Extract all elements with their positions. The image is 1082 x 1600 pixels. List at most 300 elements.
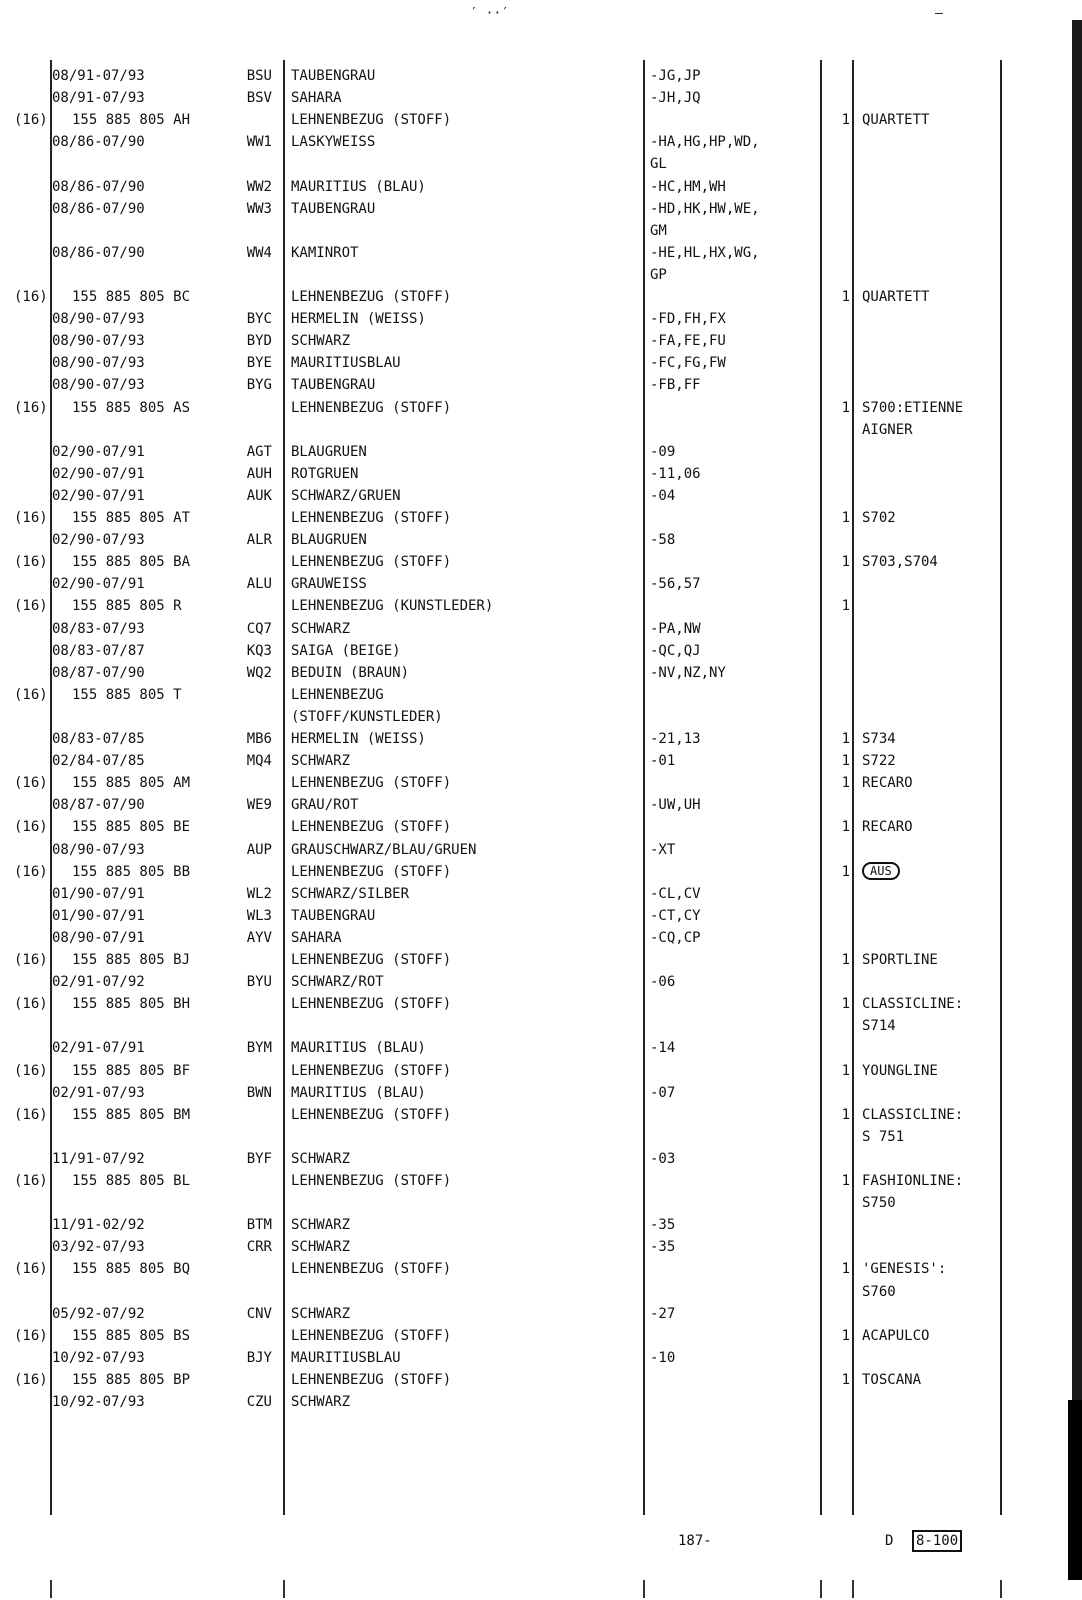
variant-code: BYG [246, 377, 272, 394]
bottom-rule [643, 1580, 645, 1598]
part-row [0, 994, 1082, 1014]
variant-row [0, 906, 1082, 926]
reference-codes: -FB,FF [650, 377, 701, 394]
reference-codes: -CT,CY [650, 907, 701, 924]
variant-row [0, 1392, 1082, 1412]
part-number: 155 885 805 BL [72, 1173, 191, 1189]
reference-codes: -21,13 [650, 731, 701, 747]
reference-codes: GL [650, 156, 667, 173]
date-range: 08/86-07/90 [52, 134, 145, 151]
date-range: 02/84-07/85 [52, 753, 145, 770]
part-number: 155 885 805 BJ [72, 952, 191, 968]
page-number: 187- [678, 1533, 712, 1549]
section-prefix: D [885, 1533, 894, 1549]
reference-codes: -HC,HM,WH [650, 178, 726, 195]
description: GRAUSCHWARZ/BLAU/GRUEN [291, 841, 477, 858]
part-row [0, 773, 1082, 793]
date-range: 02/90-07/91 [52, 576, 145, 593]
variant-code: WW4 [246, 244, 272, 261]
scan-edge-shadow-lower [1068, 1400, 1082, 1580]
date-range: 11/91-02/92 [52, 1217, 145, 1234]
variant-row [0, 132, 1082, 152]
date-range: 01/90-07/91 [52, 885, 145, 902]
part-number: 155 885 805 AM [72, 775, 191, 792]
quantity: 1 [841, 1062, 850, 1079]
description: LEHNENBEZUG (STOFF) [291, 289, 452, 305]
header-mark: ′ ··′ [470, 6, 510, 21]
part-number: 155 885 805 AH [72, 112, 191, 129]
remark: QUARTETT [862, 289, 930, 305]
quantity: 1 [841, 289, 850, 305]
variant-row [0, 442, 1082, 462]
variant-row [0, 1083, 1082, 1103]
variant-code: CQ7 [246, 620, 272, 637]
variant-row [0, 795, 1082, 815]
description: ROTGRUEN [291, 465, 359, 482]
part-row [0, 398, 1082, 418]
remark: QUARTETT [862, 112, 930, 129]
quantity: 1 [841, 112, 850, 129]
reference-codes: -09 [650, 443, 676, 460]
variant-row [0, 177, 1082, 197]
description: BLAUGRUEN [291, 443, 367, 460]
callout-marker: (16) [14, 775, 48, 792]
reference-codes: -27 [650, 1305, 676, 1322]
part-number: 155 885 805 BF [72, 1062, 191, 1079]
variant-row [0, 375, 1082, 395]
description: LASKYWEISS [291, 134, 376, 151]
description: LEHNENBEZUG (STOFF) [291, 1173, 452, 1189]
reference-codes: -04 [650, 487, 676, 504]
bottom-rule [283, 1580, 285, 1598]
variant-code: BYD [246, 333, 272, 350]
variant-row [0, 221, 1082, 241]
variant-row [0, 1237, 1082, 1257]
variant-row [0, 1348, 1082, 1368]
reference-codes: -11,06 [650, 465, 701, 482]
variant-row [0, 884, 1082, 904]
sheet-code-box: 8-100 [912, 1530, 962, 1552]
remark: S734 [862, 731, 896, 747]
reference-codes: -CQ,CP [650, 929, 701, 946]
description: MAURITIUSBLAU [291, 355, 401, 372]
description: BLAUGRUEN [291, 532, 367, 549]
date-range: 02/91-07/91 [52, 1040, 145, 1057]
description: LEHNENBEZUG (STOFF) [291, 1371, 452, 1388]
callout-marker: (16) [14, 952, 48, 968]
callout-marker: (16) [14, 399, 48, 416]
reference-codes: -03 [650, 1150, 676, 1167]
remark: SPORTLINE [862, 952, 938, 968]
description: SCHWARZ/ROT [291, 974, 384, 991]
variant-code: BJY [246, 1349, 272, 1366]
description: LEHNENBEZUG (STOFF) [291, 554, 452, 571]
description: SCHWARZ [291, 620, 351, 637]
description: MAURITIUS (BLAU) [291, 1040, 426, 1057]
quantity: 1 [841, 952, 850, 968]
callout-marker: (16) [14, 1173, 48, 1189]
description: MAURITIUS (BLAU) [291, 1084, 426, 1101]
variant-code: BYU [246, 974, 272, 991]
description: (STOFF/KUNSTLEDER) [291, 708, 443, 725]
part-row [0, 862, 1082, 882]
variant-row [0, 88, 1082, 108]
variant-code: BYE [246, 355, 272, 372]
variant-code: BWN [246, 1084, 272, 1101]
part-row [0, 685, 1082, 705]
callout-marker: (16) [14, 1106, 48, 1123]
quantity: 1 [841, 731, 850, 747]
date-range: 03/92-07/93 [52, 1239, 145, 1256]
callout-marker: (16) [14, 863, 48, 880]
description: LEHNENBEZUG (KUNSTLEDER) [291, 598, 494, 615]
variant-code: WW1 [246, 134, 272, 151]
date-range: 08/90-07/93 [52, 333, 145, 350]
callout-marker: (16) [14, 1261, 48, 1278]
reference-codes: -CL,CV [650, 885, 701, 902]
part-number: 155 885 805 BA [72, 554, 191, 571]
part-row [0, 817, 1082, 837]
part-row [0, 1061, 1082, 1081]
variant-code: WW2 [246, 178, 272, 195]
reference-codes: -35 [650, 1217, 676, 1234]
variant-code: KQ3 [246, 642, 272, 659]
variant-row [0, 1016, 1082, 1036]
date-range: 08/90-07/93 [52, 355, 145, 372]
description: TAUBENGRAU [291, 200, 376, 217]
description: HERMELIN (WEISS) [291, 731, 426, 747]
quantity: 1 [841, 598, 850, 615]
variant-code: AGT [246, 443, 272, 460]
callout-marker: (16) [14, 819, 48, 836]
variant-row [0, 574, 1082, 594]
remark: RECARO [862, 819, 913, 836]
date-range: 02/90-07/91 [52, 487, 145, 504]
part-row [0, 110, 1082, 130]
quantity: 1 [841, 753, 850, 770]
date-range: 02/91-07/92 [52, 974, 145, 991]
reference-codes: -HA,HG,HP,WD, [650, 134, 760, 151]
variant-row [0, 331, 1082, 351]
quantity: 1 [841, 510, 850, 526]
variant-row [0, 486, 1082, 506]
remark: CLASSICLINE: [862, 1106, 964, 1123]
date-range: 02/90-07/91 [52, 465, 145, 482]
variant-row [0, 1038, 1082, 1058]
remark: S700:ETIENNE [862, 399, 964, 416]
quantity: 1 [841, 554, 850, 571]
quantity: 1 [841, 863, 850, 880]
aus-badge: AUS [862, 862, 900, 880]
variant-row [0, 265, 1082, 285]
part-number: 155 885 805 AS [72, 399, 191, 416]
variant-row [0, 1282, 1082, 1302]
callout-marker: (16) [14, 112, 48, 129]
date-range: 08/83-07/93 [52, 620, 145, 637]
reference-codes: -NV,NZ,NY [650, 664, 726, 681]
description: GRAUWEISS [291, 576, 367, 593]
remark: TOSCANA [862, 1371, 922, 1388]
remark: S750 [862, 1195, 896, 1212]
remark: S722 [862, 753, 896, 770]
date-range: 08/90-07/93 [52, 377, 145, 394]
part-row [0, 508, 1082, 528]
header-right-mark: — [935, 6, 943, 21]
date-range: 08/90-07/93 [52, 311, 145, 328]
remark: YOUNGLINE [862, 1062, 938, 1079]
date-range: 08/87-07/90 [52, 664, 145, 681]
description: TAUBENGRAU [291, 377, 376, 394]
remark: S703,S704 [862, 554, 938, 571]
quantity: 1 [841, 1173, 850, 1189]
variant-row [0, 1149, 1082, 1169]
date-range: 08/86-07/90 [52, 178, 145, 195]
description: BEDUIN (BRAUN) [291, 664, 410, 681]
description: TAUBENGRAU [291, 907, 376, 924]
description: LEHNENBEZUG [291, 686, 384, 703]
variant-row [0, 619, 1082, 639]
variant-row [0, 1304, 1082, 1324]
variant-code: ALU [246, 576, 272, 593]
description: LEHNENBEZUG (STOFF) [291, 1062, 452, 1079]
variant-code: WE9 [246, 797, 272, 814]
reference-codes: -QC,QJ [650, 642, 701, 659]
part-number: 155 885 805 BS [72, 1327, 191, 1344]
variant-code: CNV [246, 1305, 272, 1322]
reference-codes: -PA,NW [650, 620, 701, 637]
variant-code: BSU [246, 68, 272, 84]
variant-code: WW3 [246, 200, 272, 217]
description: LEHNENBEZUG (STOFF) [291, 1106, 452, 1123]
variant-code: WQ2 [246, 664, 272, 681]
description: LEHNENBEZUG (STOFF) [291, 952, 452, 968]
date-range: 10/92-07/93 [52, 1349, 145, 1366]
remark: RECARO [862, 775, 913, 792]
reference-codes: -JH,JQ [650, 90, 701, 107]
remark: S702 [862, 510, 896, 526]
variant-row [0, 663, 1082, 683]
variant-row [0, 840, 1082, 860]
part-row [0, 1259, 1082, 1279]
callout-marker: (16) [14, 554, 48, 571]
description: SCHWARZ [291, 1217, 351, 1234]
part-number: 155 885 805 BP [72, 1371, 191, 1388]
quantity: 1 [841, 1261, 850, 1278]
reference-codes: -FC,FG,FW [650, 355, 726, 372]
date-range: 08/91-07/93 [52, 68, 145, 84]
date-range: 01/90-07/91 [52, 907, 145, 924]
variant-code: CZU [246, 1394, 272, 1410]
description: SCHWARZ/SILBER [291, 885, 410, 902]
reference-codes: -HE,HL,HX,WG, [650, 244, 760, 261]
bottom-rule [852, 1580, 854, 1598]
callout-marker: (16) [14, 598, 48, 615]
variant-row [0, 530, 1082, 550]
variant-row [0, 641, 1082, 661]
reference-codes: -58 [650, 532, 676, 549]
variant-row [0, 199, 1082, 219]
variant-row [0, 154, 1082, 174]
part-number: 155 885 805 R [72, 598, 182, 615]
date-range: 08/91-07/93 [52, 90, 145, 107]
reference-codes: -JG,JP [650, 68, 701, 84]
reference-codes: GP [650, 266, 667, 283]
variant-code: AUH [246, 465, 272, 482]
quantity: 1 [841, 775, 850, 792]
date-range: 08/90-07/91 [52, 929, 145, 946]
date-range: 02/90-07/91 [52, 443, 145, 460]
description: SCHWARZ/GRUEN [291, 487, 401, 504]
variant-code: CRR [246, 1239, 272, 1256]
variant-code: AUK [246, 487, 272, 504]
description: TAUBENGRAU [291, 68, 376, 84]
variant-code: MQ4 [246, 753, 272, 770]
variant-code: WL2 [246, 885, 272, 902]
description: LEHNENBEZUG (STOFF) [291, 112, 452, 129]
remark: S760 [862, 1283, 896, 1300]
callout-marker: (16) [14, 289, 48, 305]
reference-codes: -01 [650, 753, 676, 770]
part-number: 155 885 805 BB [72, 863, 191, 880]
reference-codes: -10 [650, 1349, 676, 1366]
part-row [0, 1326, 1082, 1346]
remark: S 751 [862, 1128, 905, 1145]
remark: AIGNER [862, 421, 913, 438]
variant-row [0, 928, 1082, 948]
variant-row [0, 243, 1082, 263]
variant-row [0, 1127, 1082, 1147]
reference-codes: -06 [650, 974, 676, 991]
description: GRAU/ROT [291, 797, 359, 814]
part-number: 155 885 805 T [72, 686, 182, 703]
variant-code: AUP [246, 841, 272, 858]
variant-code: MB6 [246, 731, 272, 747]
variant-code: BTM [246, 1217, 272, 1234]
part-row [0, 1105, 1082, 1125]
part-row [0, 950, 1082, 970]
part-number: 155 885 805 BM [72, 1106, 191, 1123]
callout-marker: (16) [14, 510, 48, 526]
quantity: 1 [841, 819, 850, 836]
quantity: 1 [841, 1327, 850, 1344]
part-number: 155 885 805 BE [72, 819, 191, 836]
date-range: 08/90-07/93 [52, 841, 145, 858]
description: LEHNENBEZUG (STOFF) [291, 510, 452, 526]
variant-row [0, 751, 1082, 771]
variant-code: BYF [246, 1150, 272, 1167]
quantity: 1 [841, 996, 850, 1013]
date-range: 08/86-07/90 [52, 200, 145, 217]
part-number: 155 885 805 BQ [72, 1261, 191, 1278]
quantity: 1 [841, 1371, 850, 1388]
variant-code: BSV [246, 90, 272, 107]
description: LEHNENBEZUG (STOFF) [291, 996, 452, 1013]
quantity: 1 [841, 1106, 850, 1123]
part-row [0, 1370, 1082, 1390]
description: LEHNENBEZUG (STOFF) [291, 863, 452, 880]
description: MAURITIUS (BLAU) [291, 178, 426, 195]
reference-codes: -UW,UH [650, 797, 701, 814]
description: SCHWARZ [291, 753, 351, 770]
description: SAHARA [291, 929, 342, 946]
callout-marker: (16) [14, 1371, 48, 1388]
part-row [0, 1171, 1082, 1191]
callout-marker: (16) [14, 686, 48, 703]
date-range: 11/91-07/92 [52, 1150, 145, 1167]
date-range: 08/86-07/90 [52, 244, 145, 261]
remark: ACAPULCO [862, 1327, 930, 1344]
date-range: 08/83-07/87 [52, 642, 145, 659]
variant-row [0, 1193, 1082, 1213]
reference-codes: -HD,HK,HW,WE, [650, 200, 760, 217]
callout-marker: (16) [14, 1062, 48, 1079]
part-number: 155 885 805 BH [72, 996, 191, 1013]
description: SCHWARZ [291, 1394, 351, 1410]
description: MAURITIUSBLAU [291, 1349, 401, 1366]
reference-codes: -35 [650, 1239, 676, 1256]
description: SCHWARZ [291, 1305, 351, 1322]
bottom-rule [50, 1580, 52, 1598]
variant-row [0, 972, 1082, 992]
variant-row [0, 420, 1082, 440]
part-row [0, 552, 1082, 572]
description: SCHWARZ [291, 333, 351, 350]
description: LEHNENBEZUG (STOFF) [291, 1327, 452, 1344]
date-range: 02/91-07/93 [52, 1084, 145, 1101]
description: LEHNENBEZUG (STOFF) [291, 775, 452, 792]
description: SCHWARZ [291, 1150, 351, 1167]
description: LEHNENBEZUG (STOFF) [291, 1261, 452, 1278]
reference-codes: GM [650, 222, 667, 239]
remark: 'GENESIS': [862, 1261, 947, 1278]
part-row [0, 287, 1082, 307]
variant-row [0, 66, 1082, 86]
description: SAIGA (BEIGE) [291, 642, 401, 659]
description: SCHWARZ [291, 1239, 351, 1256]
remark: FASHIONLINE: [862, 1173, 964, 1189]
reference-codes: -56,57 [650, 576, 701, 593]
variant-row [0, 1215, 1082, 1235]
reference-codes: -FA,FE,FU [650, 333, 726, 350]
description: SAHARA [291, 90, 342, 107]
reference-codes: -FD,FH,FX [650, 311, 726, 328]
variant-row [0, 464, 1082, 484]
variant-row [0, 707, 1082, 727]
description: HERMELIN (WEISS) [291, 311, 426, 328]
variant-code: BYC [246, 311, 272, 328]
date-range: 08/83-07/85 [52, 731, 145, 747]
date-range: 02/90-07/93 [52, 532, 145, 549]
variant-code: AYV [246, 929, 272, 946]
callout-marker: (16) [14, 1327, 48, 1344]
variant-code: ALR [246, 532, 272, 549]
description: LEHNENBEZUG (STOFF) [291, 399, 452, 416]
quantity: 1 [841, 399, 850, 416]
reference-codes: -07 [650, 1084, 676, 1101]
date-range: 05/92-07/92 [52, 1305, 145, 1322]
variant-row [0, 729, 1082, 749]
part-row [0, 596, 1082, 616]
variant-row [0, 309, 1082, 329]
remark: CLASSICLINE: [862, 996, 964, 1013]
description: KAMINROT [291, 244, 359, 261]
reference-codes: -XT [650, 841, 676, 858]
variant-code: WL3 [246, 907, 272, 924]
callout-marker: (16) [14, 996, 48, 1013]
bottom-rule [1000, 1580, 1002, 1598]
reference-codes: -14 [650, 1040, 676, 1057]
description: LEHNENBEZUG (STOFF) [291, 819, 452, 836]
